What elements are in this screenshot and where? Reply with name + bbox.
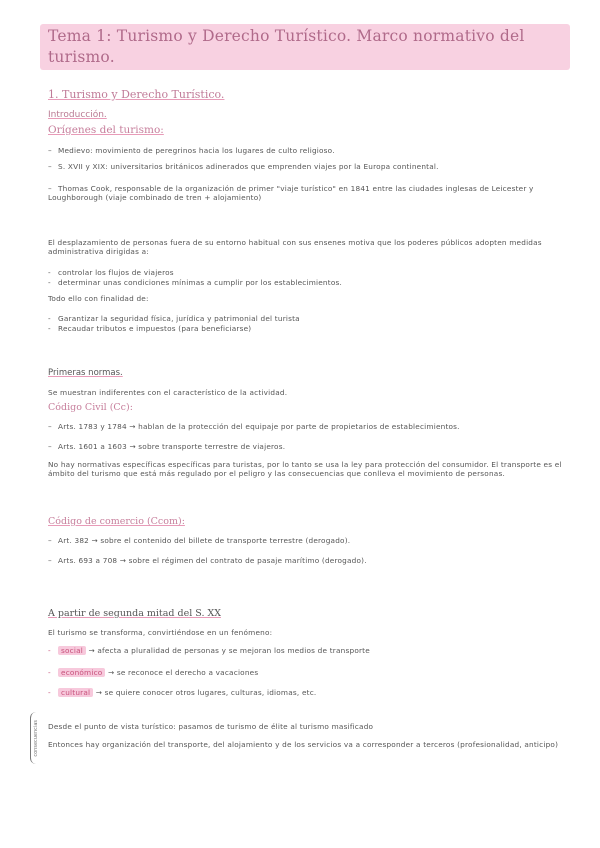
- origenes-heading: Orígenes del turismo:: [48, 124, 164, 136]
- segunda-paragraph: El turismo se transforma, convirtiéndose en un fenómeno:: [48, 628, 273, 637]
- finalidad-item: - Recaudar tributos e impuestos (para beneficiarse): [48, 324, 252, 333]
- final-line-2: Entonces hay organización del transporte, del alojamiento y de los servicios va a corresponder a terceros (profesionalidad, anticipo): [48, 740, 559, 749]
- fenomeno-item: - cultural → se quiere conocer otros lugares, culturas, idiomas, etc.: [48, 688, 317, 697]
- ccom-item: – Arts. 693 a 708 → sobre el régimen del contrato de pasaje marítimo (derogado).: [48, 556, 367, 565]
- medida-item: - controlar los flujos de viajeros: [48, 268, 174, 277]
- origenes-item: – Medievo: movimiento de peregrinos hacia los lugares de culto religioso.: [48, 146, 335, 155]
- fenomeno-item: - económico → se reconoce el derecho a vacaciones: [48, 668, 259, 677]
- primeras-paragraph-2: No hay normativas específicas específicas para turistas, por lo tanto se usa la ley para protección del consumidor. El transporte es el ámbito del turismo que está más regulado por el peligro y las consecuencias que conlleva el movimiento de personas.: [48, 460, 562, 479]
- tag-cultural: cultural: [58, 688, 93, 697]
- final-line-1: Desde el punto de vista turístico: pasamos de turismo de élite al turismo masificado: [48, 722, 374, 731]
- segunda-mitad-heading: A partir de segunda mitad del S. XX: [48, 608, 222, 619]
- page-title: Tema 1: Turismo y Derecho Turístico. Marco normativo del turismo.: [48, 27, 525, 66]
- cc-item: – Arts. 1783 y 1784 → hablan de la protección del equipaje por parte de propietarios de establecimientos.: [48, 422, 460, 431]
- desplazamiento-paragraph: El desplazamiento de personas fuera de su entorno habitual con sus ensenes motiva que los poderes públicos adopten medidas administrativa dirigidas a:: [48, 238, 542, 257]
- side-note: consecuencias: [33, 720, 39, 757]
- intro-heading: Introducción.: [48, 110, 107, 120]
- ccom-heading: Código de comercio (Ccom):: [48, 516, 185, 527]
- cc-item: – Arts. 1601 a 1603 → sobre transporte terrestre de viajeros.: [48, 442, 286, 451]
- primeras-heading: Primeras normas.: [48, 368, 123, 378]
- origenes-item: – Thomas Cook, responsable de la organización de primer "viaje turístico" en 1841 entre las ciudades inglesas de Leicester y Loughborough (viaje combinado de tren + alojamiento): [48, 184, 534, 203]
- tag-economico: económico: [58, 668, 105, 677]
- ccom-item: – Art. 382 → sobre el contenido del billete de transporte terrestre (derogado).: [48, 536, 351, 545]
- finalidad-item: - Garantizar la seguridad física, jurídica y patrimonial del turista: [48, 314, 300, 323]
- section-heading-1: 1. Turismo y Derecho Turístico.: [48, 88, 225, 101]
- finalidad-intro: Todo ello con finalidad de:: [48, 294, 149, 303]
- origenes-item: – S. XVII y XIX: universitarios británicos adinerados que emprenden viajes por la Europa continental.: [48, 162, 439, 171]
- fenomeno-item: - social → afecta a pluralidad de personas y se mejoran los medios de transporte: [48, 646, 370, 655]
- tag-social: social: [58, 646, 86, 655]
- primeras-paragraph: Se muestran indiferentes con el característico de la actividad.: [48, 388, 288, 397]
- medida-item: - determinar unas condiciones mínimas a cumplir por los establecimientos.: [48, 278, 342, 287]
- codigo-civil-heading: Código Civil (Cc):: [48, 402, 133, 413]
